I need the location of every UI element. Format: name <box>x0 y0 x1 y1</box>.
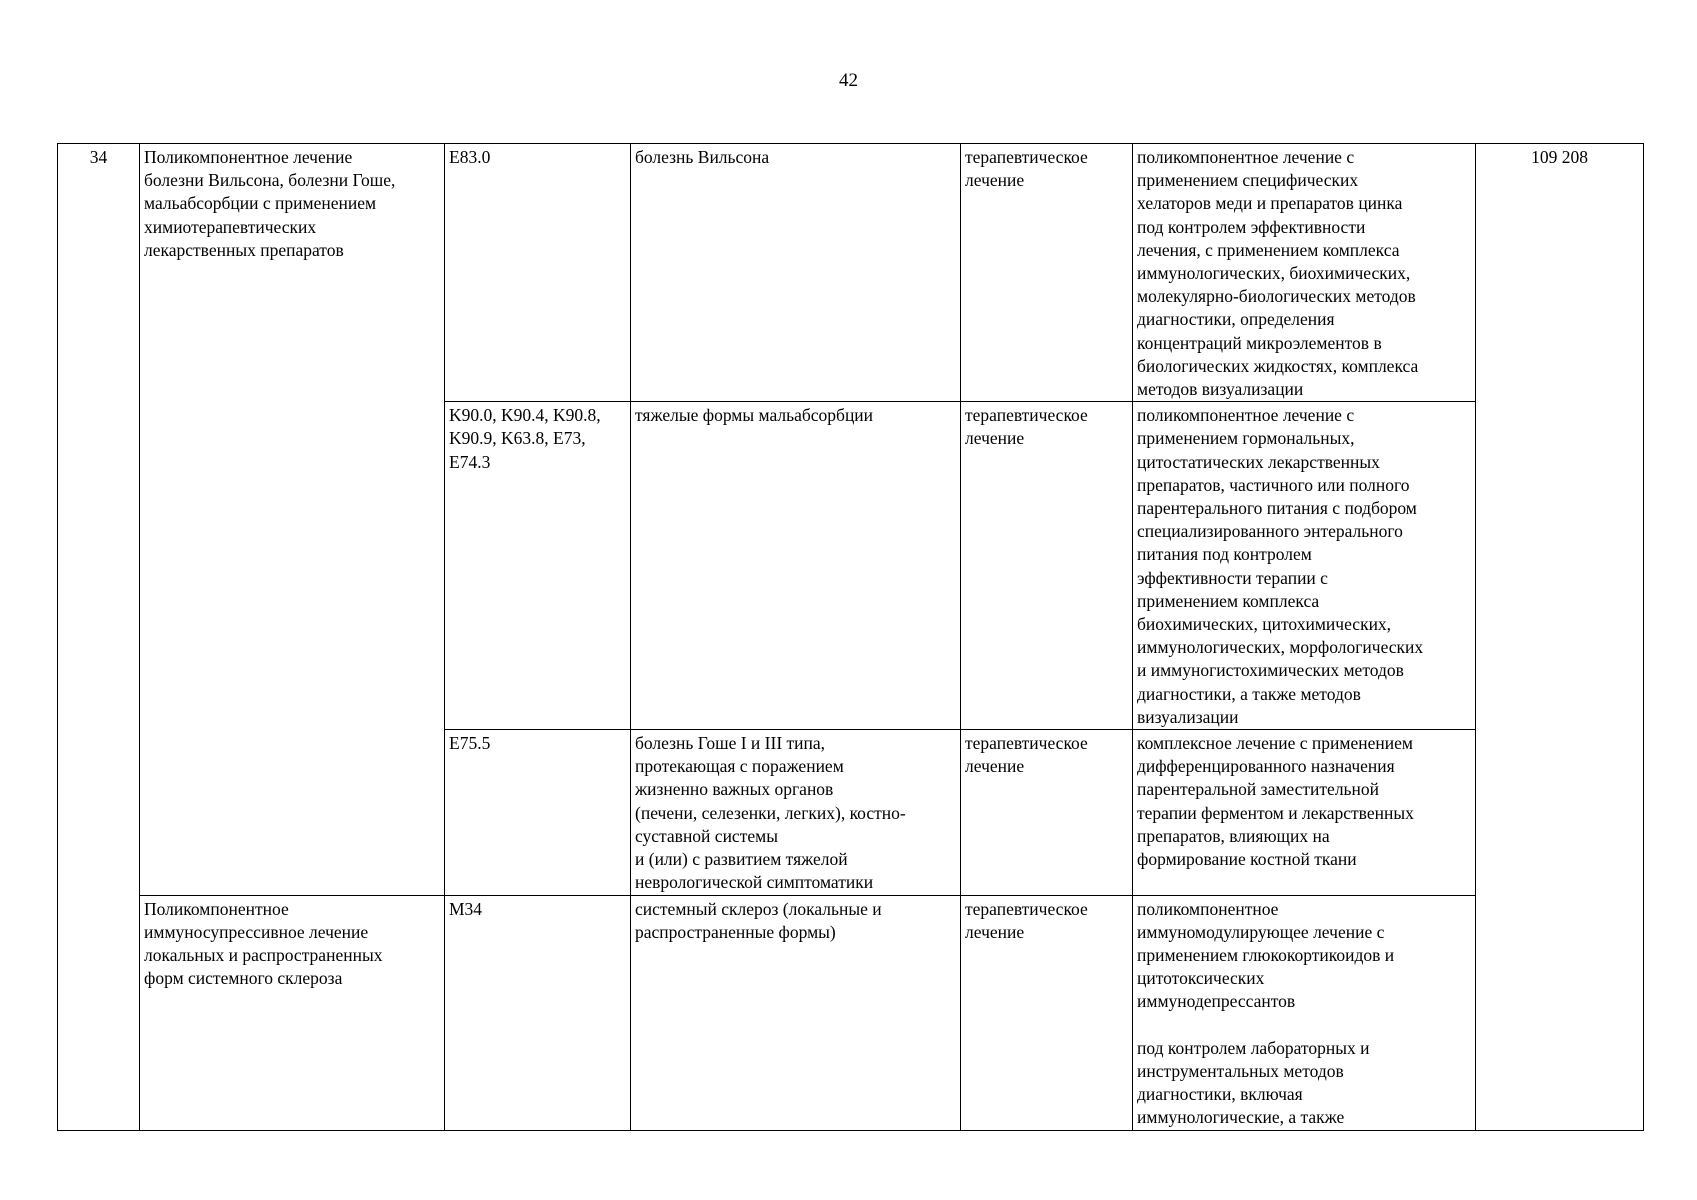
icd-code-line: M34 <box>449 898 483 919</box>
treatment-method-line: хелаторов меди и препаратов цинка <box>1137 193 1403 214</box>
treatment-method-line: лечения, с применением комплекса <box>1137 239 1400 260</box>
treatment-method-line: диагностики, а также методов <box>1137 683 1361 704</box>
group-name-cell <box>140 895 445 1130</box>
cost-cell <box>1476 144 1644 1131</box>
icd-codes-cell <box>445 895 631 1130</box>
treatment-method-line: концентраций микроэлементов в <box>1137 332 1382 353</box>
treatment-method-line: методов визуализации <box>1137 379 1304 400</box>
treatment-type-cell <box>961 730 1133 895</box>
patient-model-line: протекающая с поражением <box>635 756 844 777</box>
treatment-type-line: терапевтическое <box>965 405 1088 426</box>
row-number-cell <box>58 144 140 1131</box>
patient-model-line: болезнь Вильсона <box>635 147 770 167</box>
group-name-line: форм системного склероза <box>144 968 343 989</box>
patient-model-cell <box>631 402 961 730</box>
treatment-method-line: применением комплекса <box>1137 590 1320 611</box>
treatment-method-line: иммунодепрессантов <box>1137 991 1296 1012</box>
treatment-method-cell <box>1133 895 1476 1130</box>
treatment-method-line: эффективности терапии с <box>1137 567 1328 588</box>
table-row <box>58 144 1644 402</box>
icd-code-line: E75.5 <box>449 733 491 754</box>
group-name-line: болезни Вильсона, болезни Гоше, <box>144 170 396 191</box>
treatment-method-line: иммунологических, биохимических, <box>1137 263 1411 284</box>
icd-codes-cell <box>445 402 631 730</box>
group-name-line: локальных и распространенных <box>144 944 383 965</box>
treatment-type-line: терапевтическое <box>965 898 1088 919</box>
row-number: 34 <box>89 147 108 167</box>
treatment-method-line: применением специфических <box>1137 170 1359 191</box>
group-name-cell <box>140 144 445 896</box>
patient-model-cell <box>631 144 961 402</box>
patient-model-line: и (или) с развитием тяжелой <box>635 849 848 870</box>
treatment-method-line: комплексное лечение с применением <box>1137 733 1413 754</box>
treatment-method-line: препаратов, частичного или полного <box>1137 474 1410 495</box>
treatment-method-line: цитостатических лекарственных <box>1137 451 1380 472</box>
paragraph-gap <box>1137 1014 1471 1037</box>
treatment-type-line: лечение <box>965 428 1025 449</box>
patient-model-line: распространенные формы) <box>635 921 836 942</box>
icd-codes-cell <box>445 144 631 402</box>
patient-model-cell <box>631 730 961 895</box>
treatment-method-line: диагностики, включая <box>1137 1084 1303 1105</box>
patient-model-line: (печени, селезенки, легких), костно- <box>635 802 906 823</box>
group-name-line: иммуносупрессивное лечение <box>144 921 369 942</box>
patient-model-line: болезнь Гоше I и III типа, <box>635 733 826 754</box>
treatment-method-line: поликомпонентное <box>1137 898 1279 919</box>
cost-value: 109 208 <box>1531 147 1588 167</box>
patient-model-line: системный склероз (локальные и <box>635 898 882 919</box>
treatment-table <box>57 143 1644 1131</box>
treatment-method-line: молекулярно-биологических методов <box>1137 286 1416 307</box>
patient-model-cell <box>631 895 961 1130</box>
treatment-method-line: формирование костной ткани <box>1137 849 1357 870</box>
patient-model-line: жизненно важных органов <box>635 779 834 800</box>
treatment-type-line: лечение <box>965 756 1025 777</box>
treatment-method-line: диагностики, определения <box>1137 309 1335 330</box>
treatment-type-line: лечение <box>965 170 1025 191</box>
treatment-type-cell <box>961 402 1133 730</box>
treatment-method-cell <box>1133 402 1476 730</box>
treatment-method-line: поликомпонентное лечение с <box>1137 405 1355 426</box>
treatment-method-line: цитотоксических <box>1137 968 1265 989</box>
group-name-line: Поликомпонентное лечение <box>144 147 353 167</box>
group-name-line: лекарственных препаратов <box>144 239 344 260</box>
patient-model-line: тяжелые формы мальабсорбции <box>635 405 874 426</box>
group-name-line: Поликомпонентное <box>144 898 289 919</box>
icd-codes-cell <box>445 730 631 895</box>
table-row <box>58 895 1644 1130</box>
treatment-method-line: парентеральной заместительной <box>1137 779 1380 800</box>
treatment-method-line: дифференцированного назначения <box>1137 756 1395 777</box>
treatment-method-line: иммунологических, морфологических <box>1137 637 1424 658</box>
icd-code-line: K90.0, K90.4, K90.8, <box>449 405 601 426</box>
treatment-type-line: терапевтическое <box>965 733 1088 754</box>
treatment-method-line: биологических жидкостях, комплекса <box>1137 355 1419 376</box>
treatment-method-line: препаратов, влияющих на <box>1137 825 1330 846</box>
icd-code-line: K90.9, K63.8, E73, <box>449 428 586 449</box>
treatment-method-line: под контролем эффективности <box>1137 216 1366 237</box>
treatment-type-cell <box>961 895 1133 1130</box>
treatment-type-line: терапевтическое <box>965 147 1088 167</box>
treatment-method-line: специализированного энтерального <box>1137 521 1403 542</box>
treatment-method-line: под контролем лабораторных и <box>1137 1037 1370 1058</box>
patient-model-line: неврологической симптоматики <box>635 872 874 893</box>
treatment-method-cell <box>1133 144 1476 402</box>
treatment-method-line: поликомпонентное лечение с <box>1137 147 1355 167</box>
group-name-line: мальабсорбции с применением <box>144 193 377 214</box>
icd-code-line: E83.0 <box>449 147 491 167</box>
treatment-method-line: биохимических, цитохимических, <box>1137 614 1392 635</box>
treatment-method-cell <box>1133 730 1476 895</box>
patient-model-line: суставной системы <box>635 825 778 846</box>
treatment-method-line: иммунологические, а также <box>1137 1107 1345 1128</box>
treatment-method-line: инструментальных методов <box>1137 1060 1344 1081</box>
treatment-method-line: применением гормональных, <box>1137 428 1355 449</box>
treatment-type-cell <box>961 144 1133 402</box>
treatment-method-line: визуализации <box>1137 706 1239 727</box>
treatment-method-line: и иммуногистохимических методов <box>1137 660 1404 681</box>
treatment-type-line: лечение <box>965 921 1025 942</box>
treatment-method-line: питания под контролем <box>1137 544 1312 565</box>
group-name-line: химиотерапевтических <box>144 216 317 237</box>
treatment-method-line: применением глюкокортикоидов и <box>1137 944 1395 965</box>
treatment-method-line: иммуномодулирующее лечение с <box>1137 921 1385 942</box>
treatment-method-line: терапии ферментом и лекарственных <box>1137 802 1414 823</box>
treatment-method-line: парентерального питания с подбором <box>1137 498 1417 519</box>
icd-code-line: E74.3 <box>449 451 491 472</box>
page-number: 42 <box>839 70 858 91</box>
